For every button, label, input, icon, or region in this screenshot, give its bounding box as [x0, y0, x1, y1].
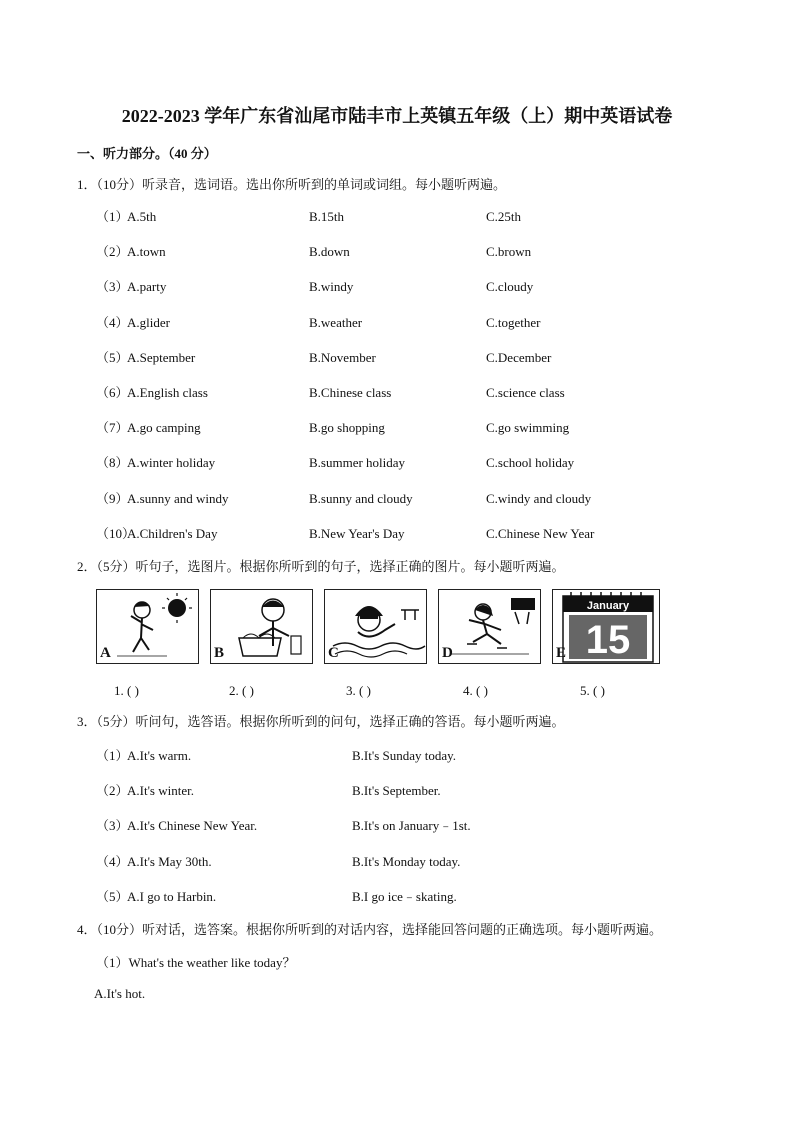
answer-blank-5[interactable]: 5. ( )	[580, 683, 605, 698]
picture-label: D	[442, 645, 453, 661]
option-a: A.go camping	[127, 420, 201, 435]
option-b: B.New Year's Day	[309, 526, 405, 541]
item-number: （2）	[96, 783, 129, 798]
picture-c-swimming	[324, 589, 427, 664]
option-a: A.It's winter.	[127, 783, 194, 798]
item-number: （4）	[96, 854, 129, 869]
option-c: C.go swimming	[486, 420, 570, 435]
option-a: A.It's Chinese New Year.	[127, 818, 258, 833]
option-a: A.English class	[127, 385, 208, 400]
item-number: （3）	[96, 818, 129, 833]
option-a: A.glider	[127, 315, 170, 330]
option-b: B.I go ice﹣skating.	[352, 889, 457, 904]
option-b: B.summer holiday	[309, 455, 406, 470]
question-3-stem: 3．（5分）听问句，选答语。根据你所听到的问句，选择正确的答语。每小题听两遍。	[77, 714, 565, 729]
answer-blank-1[interactable]: 1. ( )	[114, 683, 139, 698]
option-b: B.It's on January﹣1st.	[352, 818, 471, 833]
picture-a-sunny-boy	[96, 589, 199, 664]
option-b: B.windy	[309, 279, 354, 294]
option-a: A.town	[127, 244, 166, 259]
option-c: C.brown	[486, 244, 532, 259]
option-c: C.windy and cloudy	[486, 491, 592, 506]
picture-label: A	[100, 645, 111, 661]
question-2-stem: 2．（5分）听句子，选图片。根据你所听到的句子，选择正确的图片。每小题听两遍。	[77, 559, 565, 574]
option-a: A.5th	[127, 209, 157, 224]
item-number: （4）	[96, 315, 129, 330]
answer-blank-4[interactable]: 4. ( )	[463, 683, 488, 698]
option-a: A.It's May 30th.	[127, 854, 212, 869]
option-c: C.25th	[486, 209, 522, 224]
calendar-day: 15	[585, 618, 631, 662]
option-b: B.Chinese class	[309, 385, 392, 400]
option-b: B.down	[309, 244, 350, 259]
option-a: A.winter holiday	[127, 455, 216, 470]
item-number: （10）	[96, 526, 136, 541]
option-b: B.November	[309, 350, 376, 365]
picture-label: C	[328, 645, 339, 661]
picture-d-ice-skating	[438, 589, 541, 664]
page-title: 2022-2023 学年广东省汕尾市陆丰市上英镇五年级（上）期中英语试卷	[121, 106, 673, 126]
item-number: （8）	[96, 455, 129, 470]
option-a: A.party	[127, 279, 167, 294]
option-c: C.school holiday	[486, 455, 575, 470]
item-number: （1）	[96, 209, 129, 224]
item-number: （1）	[96, 748, 129, 763]
question-4-stem: 4．（10分）听对话，选答案。根据你所听到的对话内容，选择能回答问题的正确选项。每小题听两遍。	[77, 922, 663, 937]
option-b: B.It's September.	[352, 783, 441, 798]
option-a: A.September	[127, 350, 196, 365]
option-a: A.Children's Day	[127, 526, 218, 541]
picture-label: B	[214, 645, 225, 661]
calendar-month: January	[586, 600, 630, 612]
item-number: （3）	[96, 279, 129, 294]
item-number: （9）	[96, 491, 129, 506]
picture-b-washing-clothes	[210, 589, 313, 664]
option-a: A.I go to Harbin.	[127, 889, 217, 904]
option-c: C.together	[486, 315, 541, 330]
question-4-item-1: （1）What's the weather like today？	[96, 955, 296, 970]
option-a: A.It's hot.	[94, 986, 146, 1001]
option-c: C.cloudy	[486, 279, 534, 294]
picture-label: E	[556, 645, 567, 661]
section-heading: 一、听力部分。（40 分）	[77, 146, 217, 161]
option-c: C.science class	[486, 385, 565, 400]
option-c: C.December	[486, 350, 552, 365]
picture-e-calendar	[552, 589, 660, 664]
option-a: A.sunny and windy	[127, 491, 229, 506]
option-b: B.15th	[309, 209, 345, 224]
option-b: B.It's Monday today.	[352, 854, 461, 869]
option-b: B.It's Sunday today.	[352, 748, 457, 763]
option-b: B.weather	[309, 315, 363, 330]
item-number: （7）	[96, 420, 129, 435]
answer-blank-2[interactable]: 2. ( )	[229, 683, 254, 698]
answer-blank-3[interactable]: 3. ( )	[346, 683, 371, 698]
item-number: （5）	[96, 350, 129, 365]
option-b: B.go shopping	[309, 420, 385, 435]
option-b: B.sunny and cloudy	[309, 491, 413, 506]
item-number: （6）	[96, 385, 129, 400]
question-1-stem: 1．（10分）听录音，选词语。选出你所听到的单词或词组。每小题听两遍。	[77, 177, 507, 192]
item-number: （5）	[96, 889, 129, 904]
item-number: （2）	[96, 244, 129, 259]
option-c: C.Chinese New Year	[486, 526, 595, 541]
option-a: A.It's warm.	[127, 748, 192, 763]
